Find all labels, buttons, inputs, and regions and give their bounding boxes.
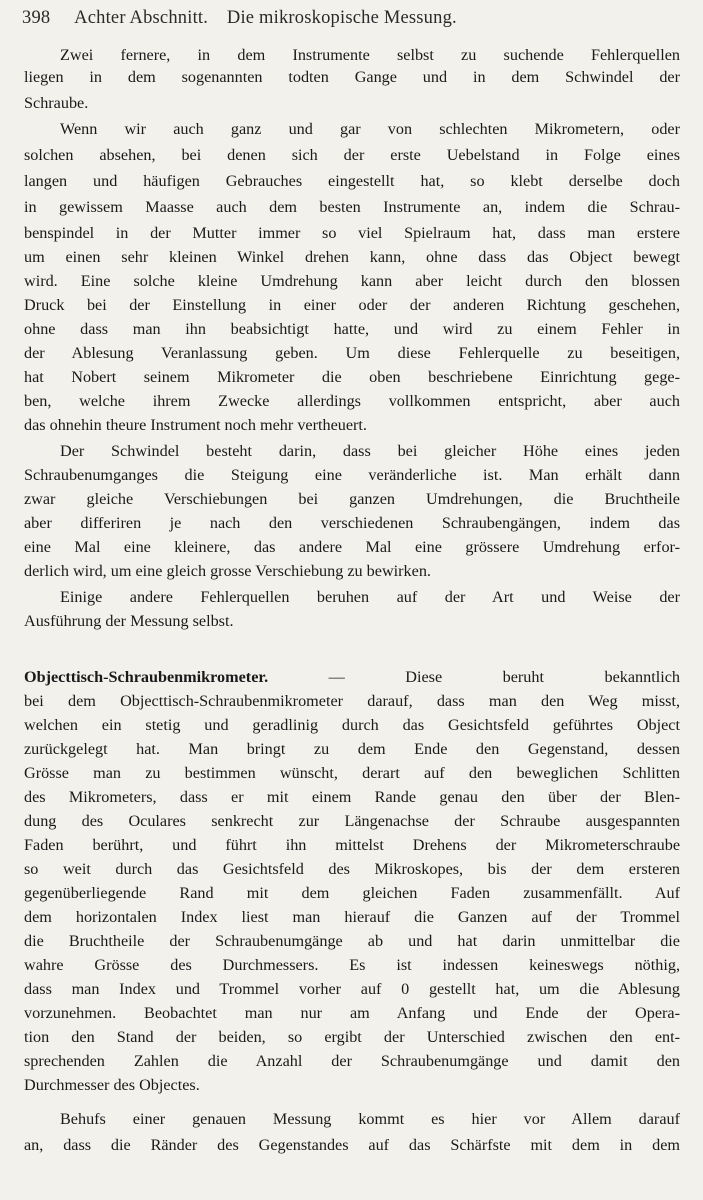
text-run: — Diese beruht bekanntlich <box>268 668 680 686</box>
text-line: die Bruchtheile der Schraubenumgänge ab und hat darin unmittelbar die <box>24 932 680 950</box>
text-line: wird. Eine solche kleine Umdrehung kann aber leicht durch den blossen <box>24 272 680 290</box>
text-line: der Ablesung Veranlassung geben. Um diese Fehlerquelle zu beseitigen, <box>24 344 680 362</box>
running-header <box>22 8 682 29</box>
text-line: an, dass die Ränder des Gegenstandes auf das Schärfste mit dem in dem <box>24 1136 680 1154</box>
text-line: so weit durch das Gesichtsfeld des Mikroskopes, bis der dem ersteren <box>24 860 680 878</box>
text-line: eine Mal eine kleinere, das andere Mal eine grössere Umdrehung erfor- <box>24 538 680 556</box>
text-line: Druck bei der Einstellung in einer oder der anderen Richtung geschehen, <box>24 296 680 314</box>
section-heading: Objecttisch-Schraubenmikrometer. <box>24 668 269 686</box>
text-line: Schraubenumganges die Steigung eine veränderliche ist. Man erhält dann <box>24 466 680 484</box>
text-line <box>24 666 680 688</box>
text-line: liegen in dem sogenannten todten Gange und in dem Schwindel der <box>24 68 680 86</box>
text-line: wahre Grösse des Durchmessers. Es ist indessen keineswegs nöthig, <box>24 956 680 974</box>
text-line: Einige andere Fehlerquellen beruhen auf der Art und Weise der <box>60 588 680 606</box>
text-line: derlich wird, um eine gleich grosse Verschiebung zu bewirken. <box>24 562 431 580</box>
text-line: gegenüberliegende Rand mit dem gleichen Faden zusammenfällt. Auf <box>24 884 680 902</box>
text-line: ben, welche ihrem Zwecke allerdings vollkommen entspricht, aber auch <box>24 392 680 410</box>
text-line: hat Nobert seinem Mikrometer die oben beschriebene Einrichtung gege- <box>24 368 680 386</box>
text-line: um einen sehr kleinen Winkel drehen kann, ohne dass das Object bewegt <box>24 248 680 266</box>
running-head-section: Achter Abschnitt. <box>74 8 209 28</box>
text-line: bei dem Objecttisch-Schraubenmikrometer darauf, dass man den Weg misst, <box>24 692 680 710</box>
text-line: dass man Index und Trommel vorher auf 0 gestellt hat, um die Ablesung <box>24 980 680 998</box>
text-line: aber differiren je nach den verschiedenen Schraubengängen, indem das <box>24 514 680 532</box>
text-line: des Mikrometers, dass er mit einem Rande genau den über der Blen- <box>24 788 680 806</box>
text-line: sprechenden Zahlen die Anzahl der Schraubenumgänge und damit den <box>24 1052 680 1070</box>
text-line: in gewissem Maasse auch dem besten Instrumente an, indem die Schrau- <box>24 198 680 216</box>
text-line: Schraube. <box>24 94 89 112</box>
text-line: dung des Oculares senkrecht zur Längenachse der Schraube ausgespannten <box>24 812 680 830</box>
text-line: welchen ein stetig und geradlinig durch das Gesichtsfeld geführtes Object <box>24 716 680 734</box>
text-line: das ohnehin theure Instrument noch mehr vertheuert. <box>24 416 367 434</box>
text-line: Ausführung der Messung selbst. <box>24 612 234 630</box>
text-line: dem horizontalen Index liest man hierauf die Ganzen auf der Trommel <box>24 908 680 926</box>
text-line: Zwei fernere, in dem Instrumente selbst zu suchende Fehlerquellen <box>60 46 680 64</box>
text-line: solchen absehen, bei denen sich der erste Uebelstand in Folge eines <box>24 146 680 164</box>
page-number: 398 <box>22 8 51 28</box>
text-line: Grösse man zu bestimmen wünscht, derart auf den beweglichen Schlitten <box>24 764 680 782</box>
running-head-title: Die mikroskopische Messung. <box>226 8 457 28</box>
text-line: vorzunehmen. Beobachtet man nur am Anfang und Ende der Opera- <box>24 1004 680 1022</box>
text-line: langen und häufigen Gebrauches eingestellt hat, so klebt derselbe doch <box>24 172 680 190</box>
text-line: Wenn wir auch ganz und gar von schlechten Mikrometern, oder <box>60 120 680 138</box>
text-line: tion den Stand der beiden, so ergibt der Unterschied zwischen den ent- <box>24 1028 680 1046</box>
text-line: zurückgelegt hat. Man bringt zu dem Ende den Gegenstand, dessen <box>24 740 680 758</box>
text-line: ohne dass man ihn beabsichtigt hatte, und wird zu einem Fehler in <box>24 320 680 338</box>
text-line: zwar gleiche Verschiebungen bei ganzen Umdrehungen, die Bruchtheile <box>24 490 680 508</box>
text-line: Der Schwindel besteht darin, dass bei gleicher Höhe eines jeden <box>60 442 680 460</box>
text-line: Durchmesser des Objectes. <box>24 1076 200 1094</box>
text-line: Faden berührt, und führt ihn mittelst Drehens der Mikrometerschraube <box>24 836 680 854</box>
text-line: Behufs einer genauen Messung kommt es hier vor Allem darauf <box>60 1110 680 1128</box>
text-line: benspindel in der Mutter immer so viel Spielraum hat, dass man erstere <box>24 224 680 242</box>
